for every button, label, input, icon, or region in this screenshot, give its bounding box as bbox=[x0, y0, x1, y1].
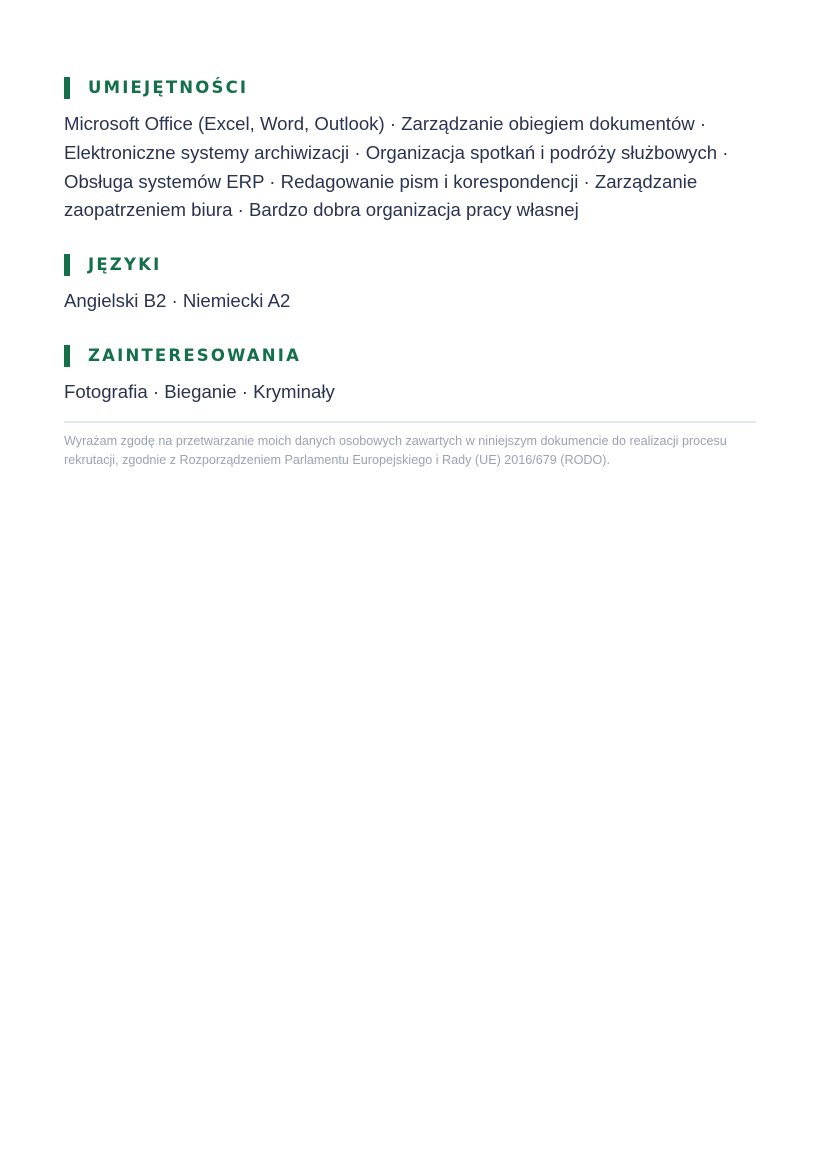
footer-divider bbox=[64, 421, 756, 423]
skills-list: Microsoft Office (Excel, Word, Outlook) · Zarządzanie obiegiem dokumentów · Elektroniczne systemy archiwizacji · Organizacja spotkań i podróży służbowych · Obsługa systemów ERP · Redagowanie pism i korespondencji · Zarządzanie zaopatrzeniem biura · Bardzo dobra organizacja pracy własnej bbox=[64, 113, 729, 221]
interests-list: Fotografia · Bieganie · Kryminały bbox=[64, 380, 335, 402]
section-accent-bar bbox=[64, 254, 70, 276]
languages-section bbox=[64, 253, 756, 316]
languages-header bbox=[64, 253, 756, 277]
skills-header bbox=[64, 76, 756, 100]
gdpr-consent-clause: Wyrażam zgodę na przetwarzanie moich danych osobowych zawartych w niniejszym dokumencie do realizacji procesu rekrutacji, zgodnie z Rozporządzeniem Parlamentu Europejskiego i Rady (UE) 2016/679 (RODO). bbox=[64, 433, 727, 467]
interests-header bbox=[64, 344, 756, 368]
skills-title: UMIEJĘTNOŚCI bbox=[88, 78, 249, 97]
skills-section bbox=[64, 76, 756, 225]
languages-title: JĘZYKI bbox=[88, 255, 162, 275]
section-accent-bar bbox=[64, 345, 70, 367]
interests-title: ZAINTERESOWANIA bbox=[88, 345, 302, 365]
languages-list: Angielski B2 · Niemiecki A2 bbox=[64, 290, 291, 312]
interests-section bbox=[64, 344, 756, 407]
section-accent-bar bbox=[64, 77, 70, 99]
cv-page bbox=[64, 76, 756, 470]
